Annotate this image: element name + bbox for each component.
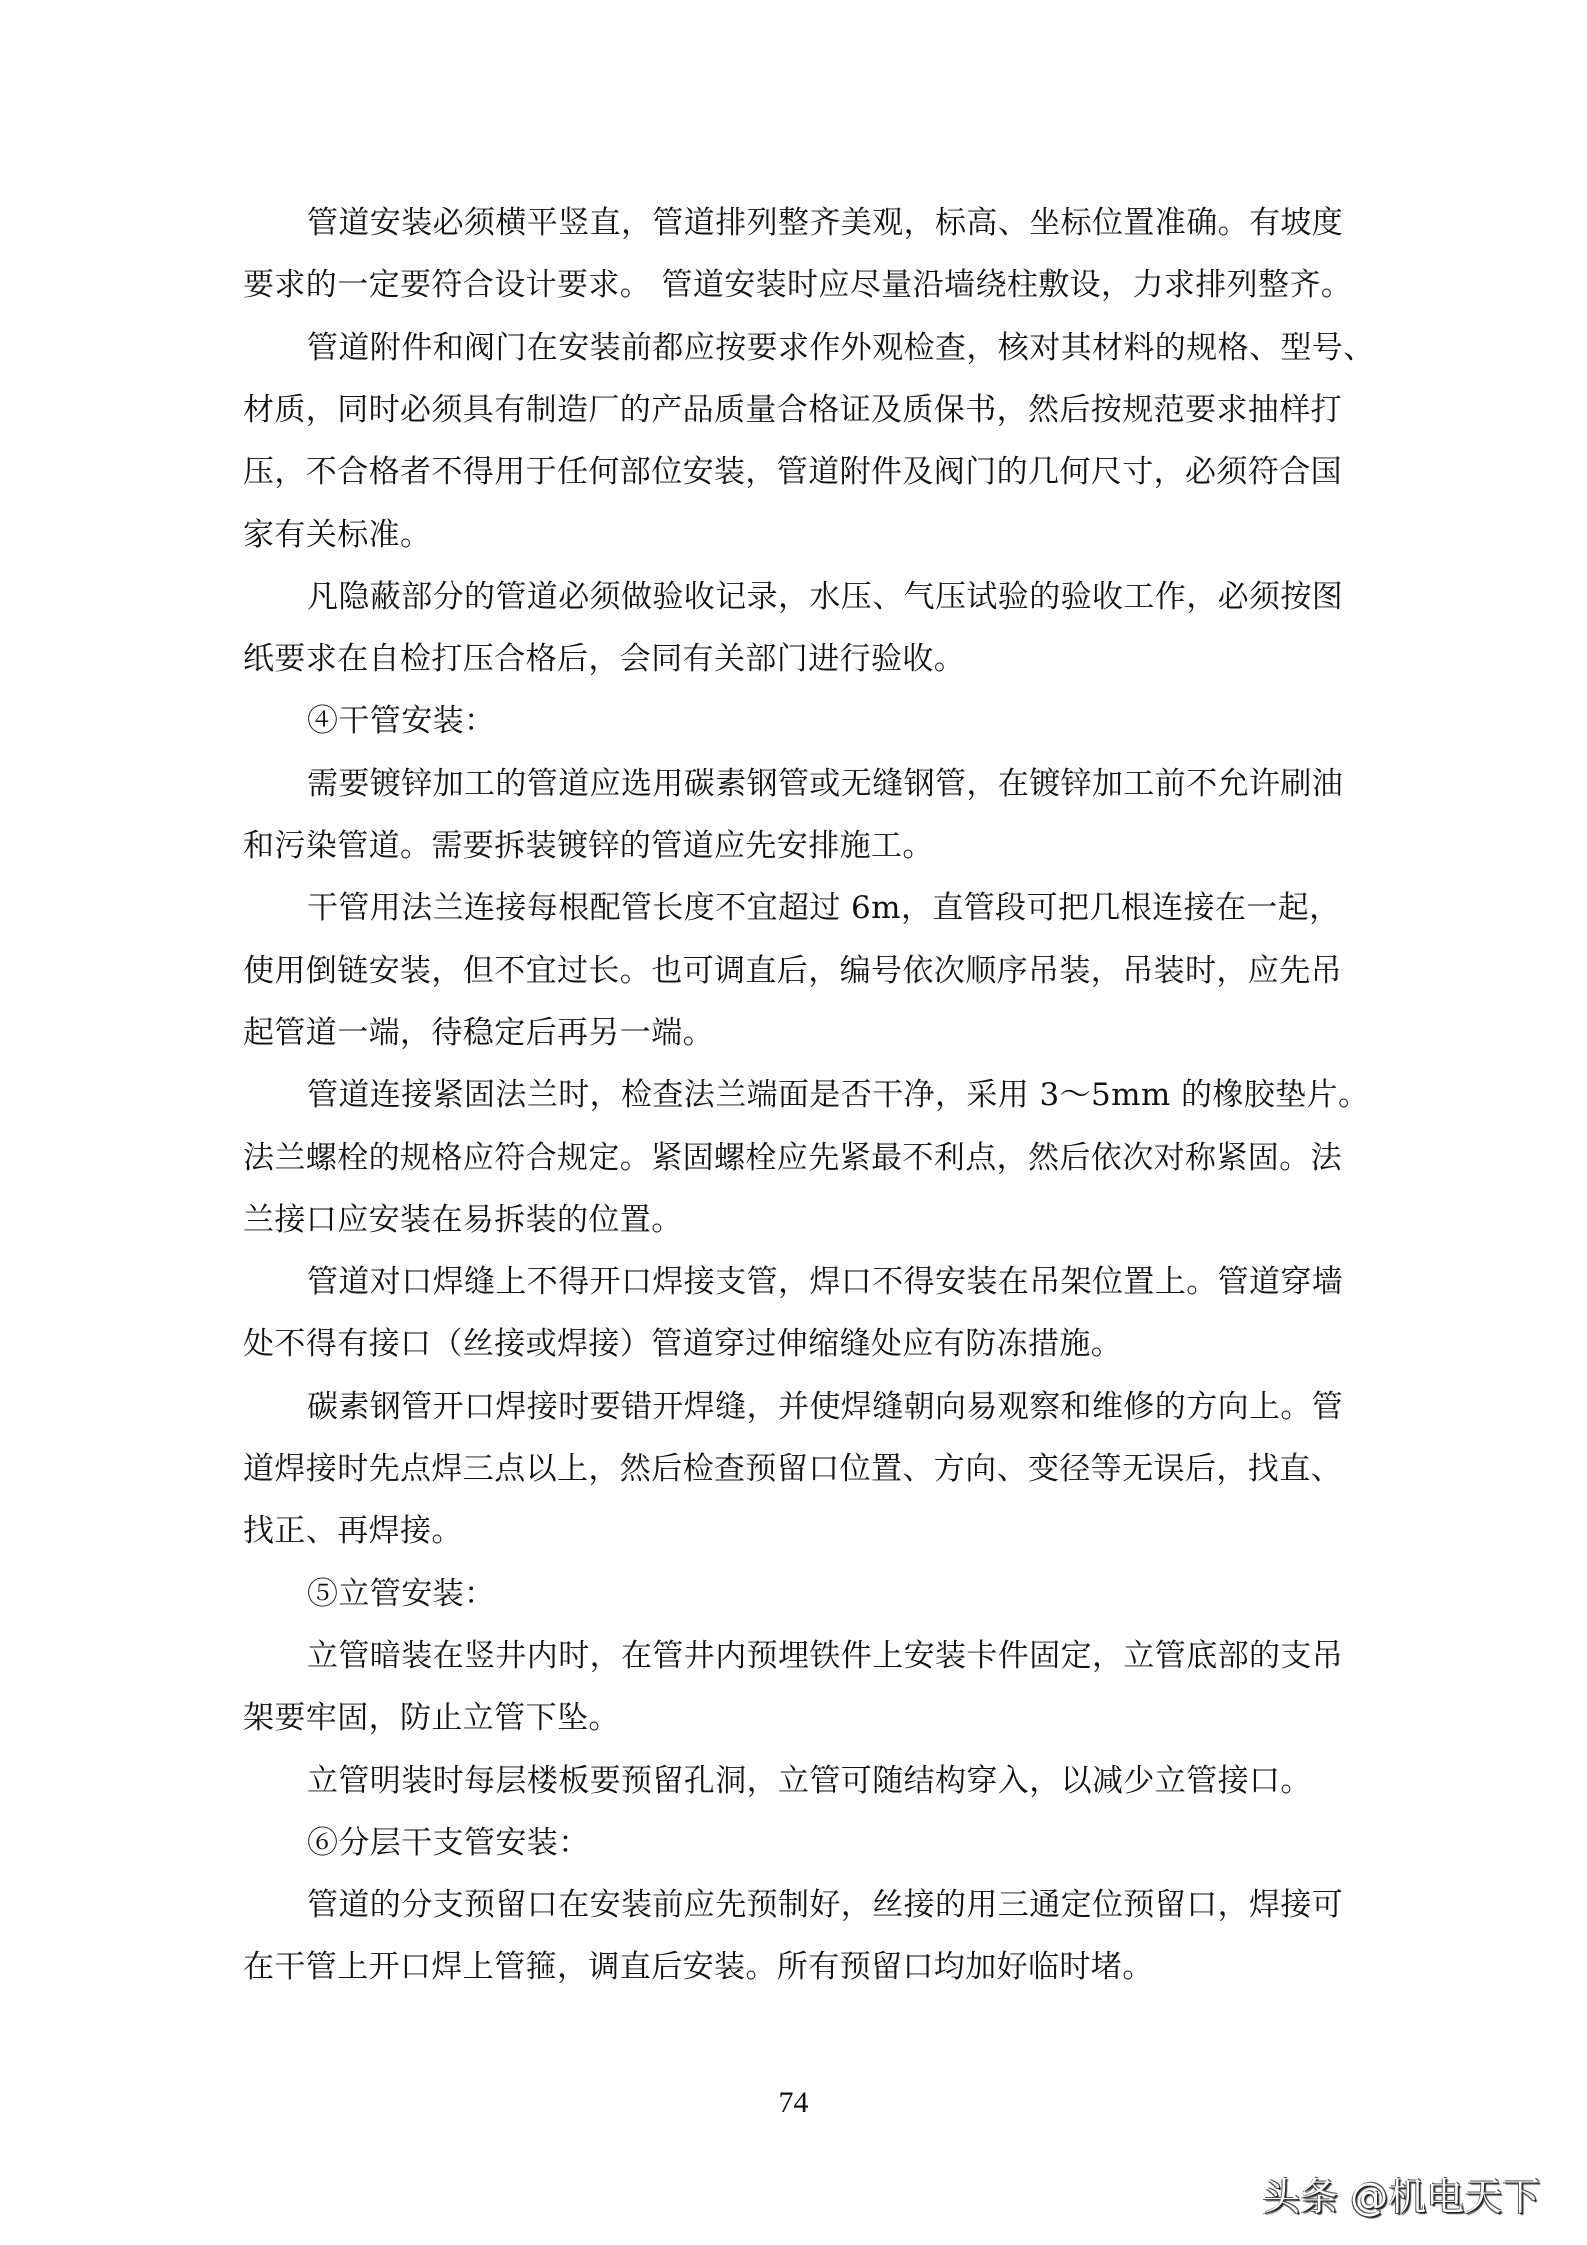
paragraph-line: 凡隐蔽部分的管道必须做验收记录，水压、气压试验的验收工作，必须按图 xyxy=(307,578,1344,615)
paragraph-line: 碳素钢管开口焊接时要错开焊缝，并使焊缝朝向易观察和维修的方向上。管 xyxy=(307,1388,1344,1425)
paragraph-line: 立管明装时每层楼板要预留孔洞，立管可随结构穿入，以减少立管接口。 xyxy=(307,1762,1312,1799)
page-number: 74 xyxy=(778,2086,809,2119)
paragraph-line: 压，不合格者不得用于任何部位安装，管道附件及阀门的几何尺寸，必须符合国 xyxy=(243,454,1342,491)
paragraph-line: 管道的分支预留口在安装前应先预制好，丝接的用三通定位预留口，焊接可 xyxy=(307,1887,1344,1924)
paragraph-line: 材质，同时必须具有制造厂的产品质量合格证及质保书，然后按规范要求抽样打 xyxy=(243,391,1342,428)
paragraph-line: 管道附件和阀门在安装前都应按要求作外观检查，核对其材料的规格、型号、 xyxy=(307,329,1375,366)
paragraph-line: 处不得有接口（丝接或焊接）管道穿过伸缩缝处应有防冻措施。 xyxy=(243,1326,1123,1363)
paragraph-line: 要求的一定要符合设计要求。 管道安装时应尽量沿墙绕柱敷设，力求排列整齐。 xyxy=(243,267,1353,304)
watermark: 头条 @机电天下 xyxy=(1262,2175,1541,2219)
paragraph-line: 管道连接紧固法兰时，检查法兰端面是否干净，采用 3～5mm 的橡胶垫片。 xyxy=(307,1077,1370,1114)
paragraph-line: 道焊接时先点焊三点以上，然后检查预留口位置、方向、变径等无误后，找直、 xyxy=(243,1451,1342,1487)
paragraph-line: 家有关标准。 xyxy=(243,516,432,553)
paragraph-line: 法兰螺栓的规格应符合规定。紧固螺栓应先紧最不利点，然后依次对称紧固。法 xyxy=(243,1139,1342,1176)
paragraph-line: 纸要求在自检打压合格后，会同有关部门进行验收。 xyxy=(243,641,966,678)
paragraph-line: 找正、再焊接。 xyxy=(243,1513,463,1550)
section-heading: ⑤立管安装： xyxy=(307,1575,496,1612)
paragraph-line: 兰接口应安装在易拆装的位置。 xyxy=(243,1201,683,1238)
paragraph-line: 立管暗装在竖井内时，在管井内预埋铁件上安装卡件固定，立管底部的支吊 xyxy=(307,1637,1344,1674)
paragraph-line: 架要牢固，防止立管下坠。 xyxy=(243,1700,620,1737)
paragraph-line: 和污染管道。需要拆装镀锌的管道应先安排施工。 xyxy=(243,828,934,864)
paragraph-line: 需要镀锌加工的管道应选用碳素钢管或无缝钢管，在镀锌加工前不允许刷油 xyxy=(307,765,1344,802)
paragraph-line: 干管用法兰连接每根配管长度不宜超过 6m，直管段可把几根连接在一起， xyxy=(307,890,1341,927)
paragraph-line: 起管道一端，待稳定后再另一端。 xyxy=(243,1014,714,1051)
paragraph-line: 使用倒链安装，但不宜过长。也可调直后，编号依次顺序吊装，吊装时，应先吊 xyxy=(243,952,1342,989)
paragraph-line: 在干管上开口焊上管箍，调直后安装。所有预留口均加好临时堵。 xyxy=(243,1949,1154,1986)
section-heading: ④干管安装： xyxy=(307,703,496,740)
paragraph-line: 管道对口焊缝上不得开口焊接支管，焊口不得安装在吊架位置上。管道穿墙 xyxy=(307,1264,1344,1301)
section-heading: ⑥分层干支管安装： xyxy=(307,1824,590,1861)
paragraph-line: 管道安装必须横平竖直，管道排列整齐美观，标高、坐标位置准确。有坡度 xyxy=(307,205,1344,241)
